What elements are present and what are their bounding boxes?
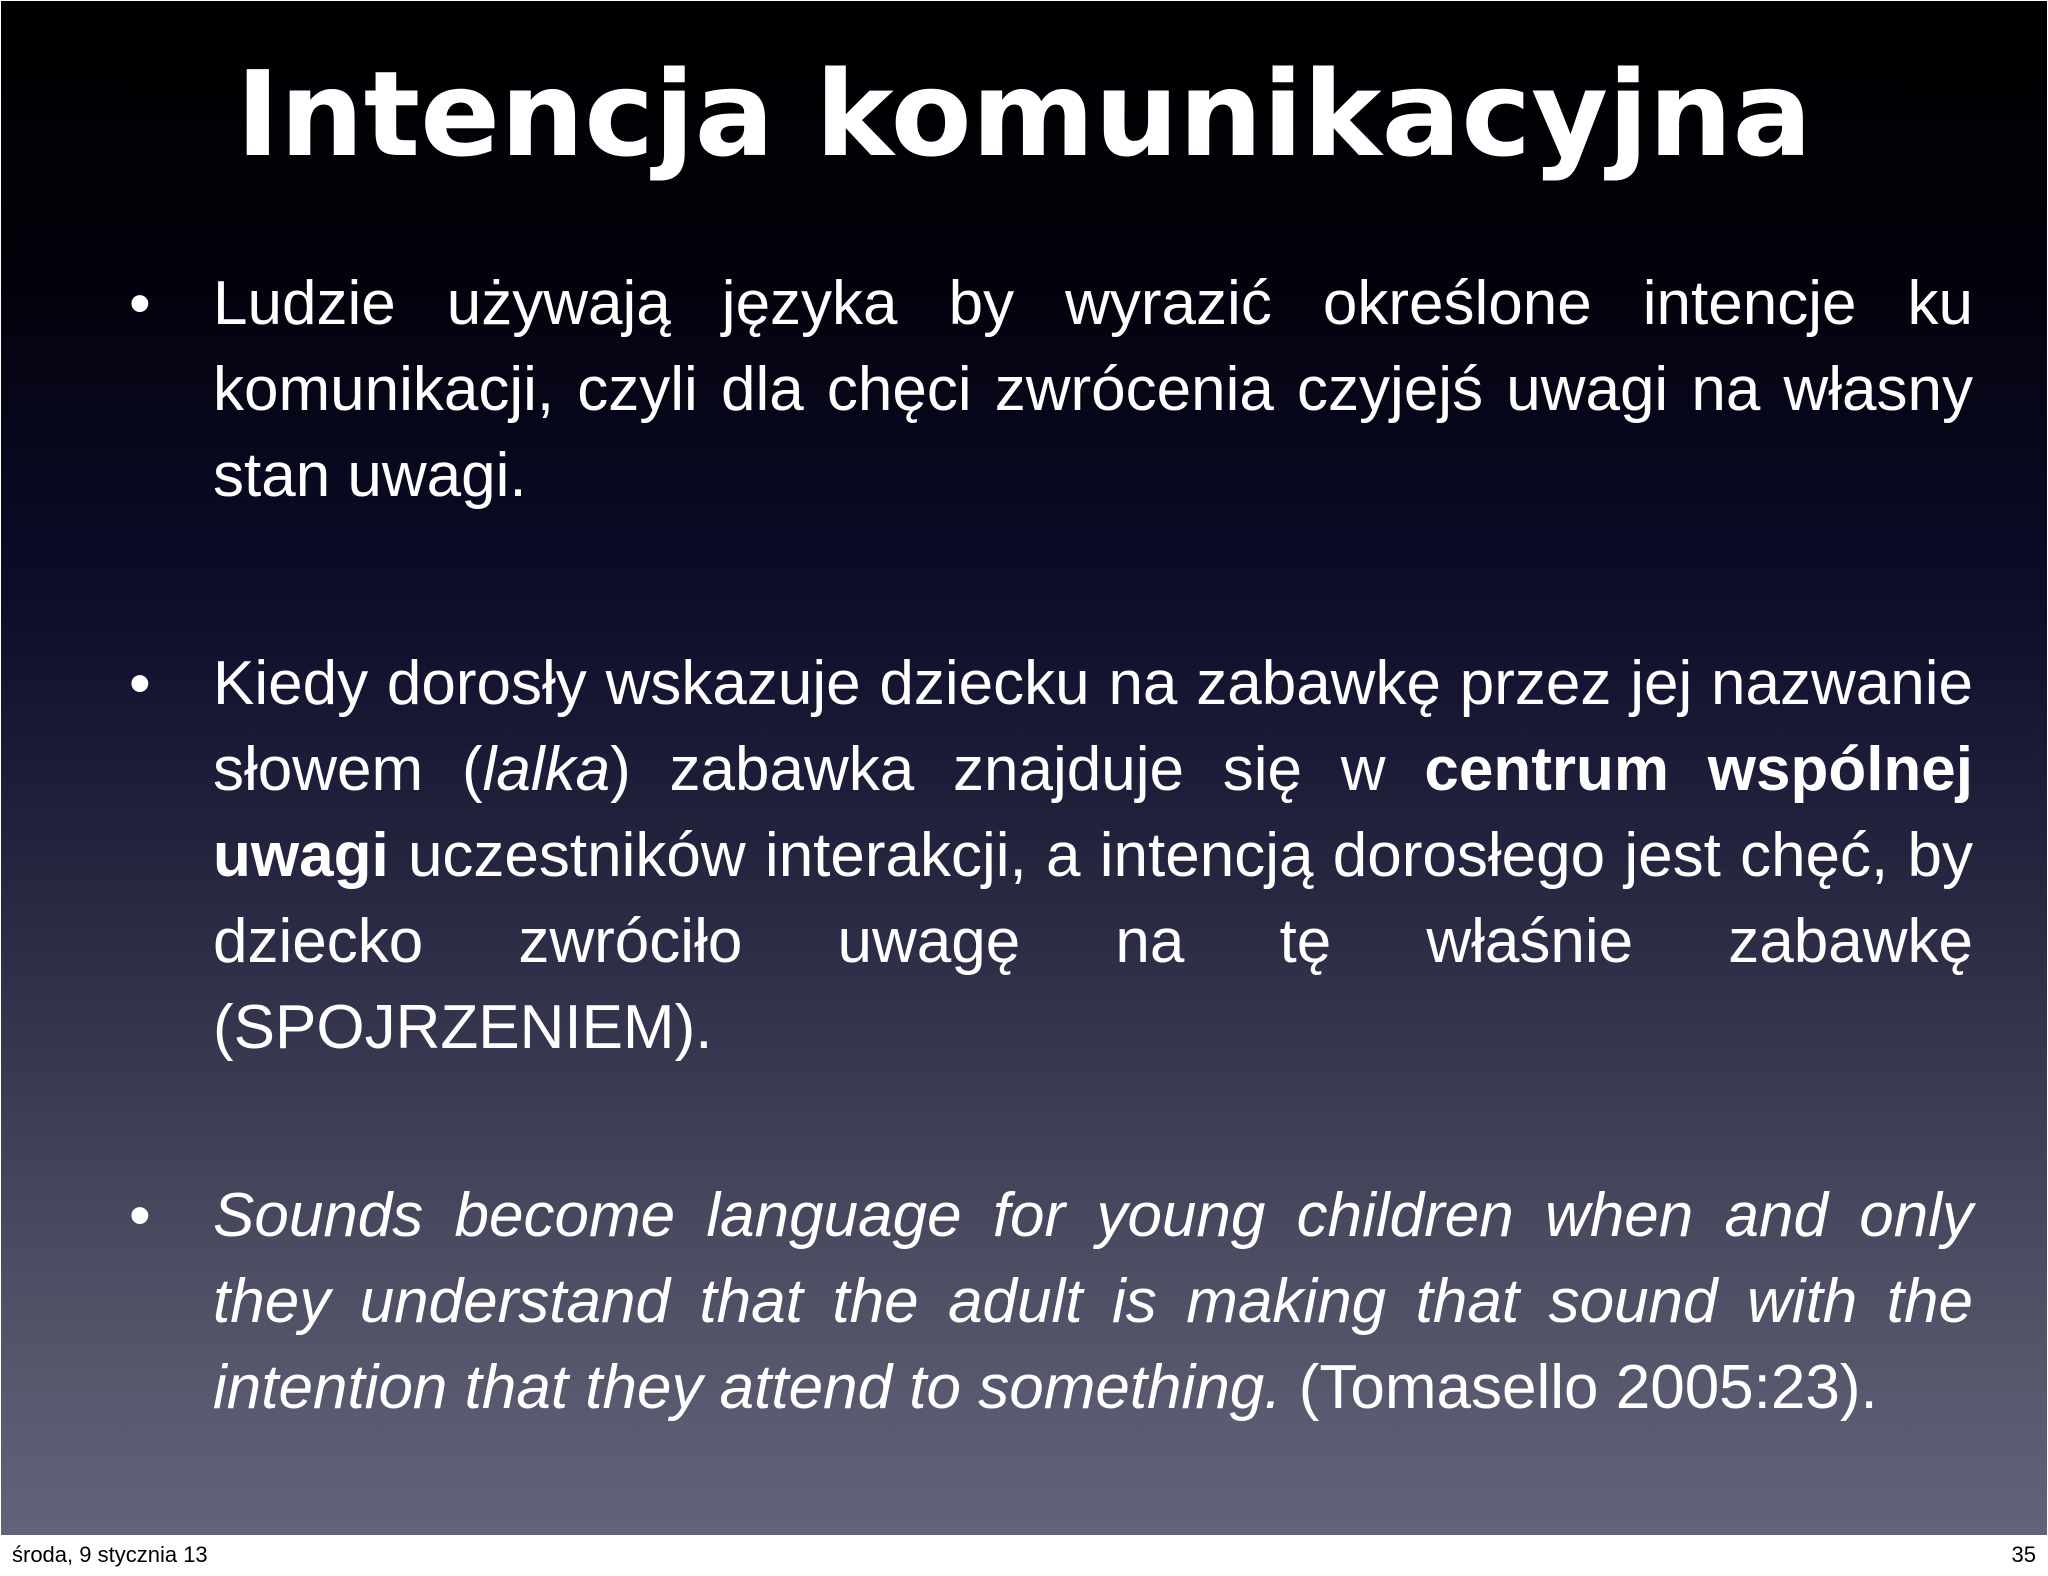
bullet-text-2-part2: ) zabawka znajduje się w <box>610 735 1425 804</box>
footer-date: środa, 9 stycznia 13 <box>12 1542 208 1567</box>
bullet-text-3 <box>213 1173 1973 1431</box>
bullet-marker: • <box>129 1181 151 1250</box>
quote-text: Sounds become language for young children when and only they understand that the adult is making that sound with the intention that they attend to something. <box>213 1181 1973 1422</box>
bullet-text-2-part1: Kiedy dorosły wskazuje dziecku na zabawkę przez jej nazwanie słowem ( <box>213 649 1973 804</box>
bullet-marker: • <box>129 269 151 338</box>
footer-bar <box>0 1536 2048 1576</box>
bullet-list <box>1 1 2047 1535</box>
citation-text: (Tomasello 2005:23). <box>1281 1353 1878 1422</box>
bullet-text-2-bold: centrum wspólnej uwagi <box>213 735 1974 890</box>
bullet-text-2-part3: uczestników interakcji, a intencją dorosłego jest chęć, by dziecko zwróciło uwagę na tę właśnie zabawkę (SPOJRZENIEM). <box>213 821 1973 1062</box>
slide-title: Intencja komunikacyjna <box>235 45 1813 183</box>
bullet-text-2-italic: lalka <box>482 735 611 804</box>
bullet-text-2 <box>213 641 1973 1071</box>
page-number: 35 <box>2011 1542 2036 1567</box>
bullet-marker: • <box>129 649 151 718</box>
slide <box>1 1 2047 1535</box>
bullet-text-1: Ludzie używają języka by wyrazić określone intencje ku komunikacji, czyli dla chęci zwrócenia czyjejś uwagi na własny stan uwagi. <box>213 269 1973 510</box>
